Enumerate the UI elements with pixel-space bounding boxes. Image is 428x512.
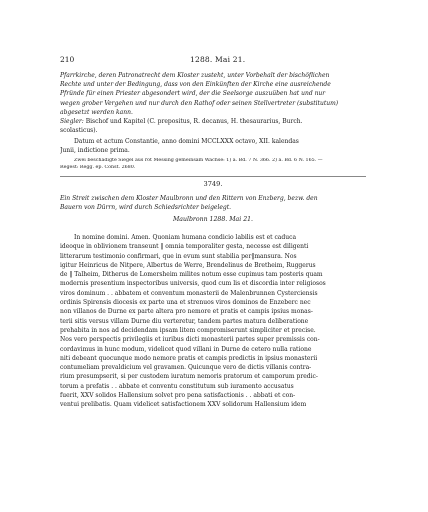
body-line: cordavimus in hunc modum, videlicet quod villani in Durne de cetero nulla ratione [60,345,312,353]
datum-line: Junii, indictione prima. [60,147,130,155]
place-date-row [60,216,366,228]
place-date: Maulbronn 1288. Mai 21. [172,216,254,223]
body-line: rium presumpserit, si per custodem iuratum nemoris pratorum et camporum predic- [60,373,318,381]
separator-rule [60,176,366,177]
document-summary [60,194,366,212]
page-header [60,55,368,67]
running-title: 1288. Mai 21. [190,55,246,64]
body-line: ideoque in oblivionem transeunt ‖ omnia temporaliter gesta, necesse est diligenti [60,243,309,251]
siegler-text: Bischof und Kapitel (C. prepositus, R. decanus, H. thesaurarius, Burch. [83,118,303,125]
summary-line: Pfarrkirche, deren Patronatrecht dem Kloster zusteht, unter Vorbehalt der bischöflichen [60,72,330,79]
siegler-label: Siegler: [60,118,84,125]
siegler-continuation: scolasticus). [60,127,98,135]
body-line: modernis presentium inspectoribus universis, quod cum lis et discordia inter religiosos [60,280,326,288]
footnote-line: Zwei beschädigte Siegel aus rot Messing gemeinsam Wachse: 1) a. Bd. 7 N. 366. 2) a. Bd. 6 N. 165. — [74,158,323,163]
body-line: non villanos de Durne ex parte altera pro nemore et pratis et campis ipsius monas- [60,308,313,316]
body-line: torum a prefatis . . abbate et conventu constitutum sub iuramento accusatus [60,382,294,390]
body-line: contumeliam prevaldicium vel gravamen. Quicunque vero de dictis villanis contra- [60,364,312,372]
body-line: ordinis Spirensis diocesis ex parte una et strenuos viros dominos de Enzeberc nec [60,299,311,307]
summary-line: Rechte und unter der Bedingung, dass von den Einkünften der Kirche eine ausreichende [60,81,331,89]
regest-summary [60,71,366,117]
document-body [60,233,366,410]
footnote-line: Regest: Regg. ep. Const. 2680. [60,164,136,170]
body-line: fuerit, XXV solidos Hallensium solvet pro pena satisfactionis . . abbati et con- [60,392,296,400]
body-line: ventui prelibatis. Quam videlicet satisfactionem XXV solidorum Hallensium idem [60,401,307,409]
body-line: Nos vero perspectis privilegiis et iuribus dicti monasterii partes super premissis con- [60,336,320,344]
footnote-block [60,158,366,171]
body-line: terii sitis versus villam Durne diu verteretur, tandem partes matura deliberatione [60,317,309,325]
datum-line: Datum et actum Constantie, anno domini MCCLXXX octavo, XII. kalendas [74,138,299,145]
body-line: In nomine domini. Amen. Quoniam humana condicio labilis est et caduca [74,234,297,241]
summary-line: abgesetzt werden kann. [60,108,133,116]
summary-line: wegen grober Vergehen und nur durch den Rathof oder seinen Stellvertreter (substitutum) [60,99,339,107]
datum-block [60,137,366,155]
document-summary-line: Bauern von Dürrn, wird durch Schiedsrichter beigelegt. [60,204,232,212]
summary-line: Pfründe für einen Priester abgesondert wird, der die Seelsorge auszuüben hat und nur [60,90,326,98]
body-line: litterarum testimonio confirmari, que in evum sunt stabilia per‖mansura. Nos [60,252,297,260]
document-summary-line: Ein Streit zwischen dem Kloster Maulbronn und den Rittern von Enzberg, bezw. den [60,195,318,202]
body-line: igitur Heinricus de Nitpere, Albertus de Werre, Brendelinus de Bretheim, Ruggerus [60,261,316,269]
document-number: 3749. [203,180,223,188]
page-number: 210 [60,55,75,64]
body-line: viros dominum . . abbatem et conventum monasterii de Malenbrunnen Cysterciensis [60,289,318,297]
body-line: prehabita in nos ad decidendam ipsam litem compromiserunt simpliciter et precise. [60,326,316,334]
body-line: de ‖ Talheim, Ditherus de Lomersheim milites notum esse cupimus tam posteris quam [60,271,323,279]
siegler-block [60,117,366,135]
document-number-row [60,180,366,192]
body-line: niti debeant quocunque modo nemore pratis et campis predictis in ipsius monasterii [60,354,318,362]
